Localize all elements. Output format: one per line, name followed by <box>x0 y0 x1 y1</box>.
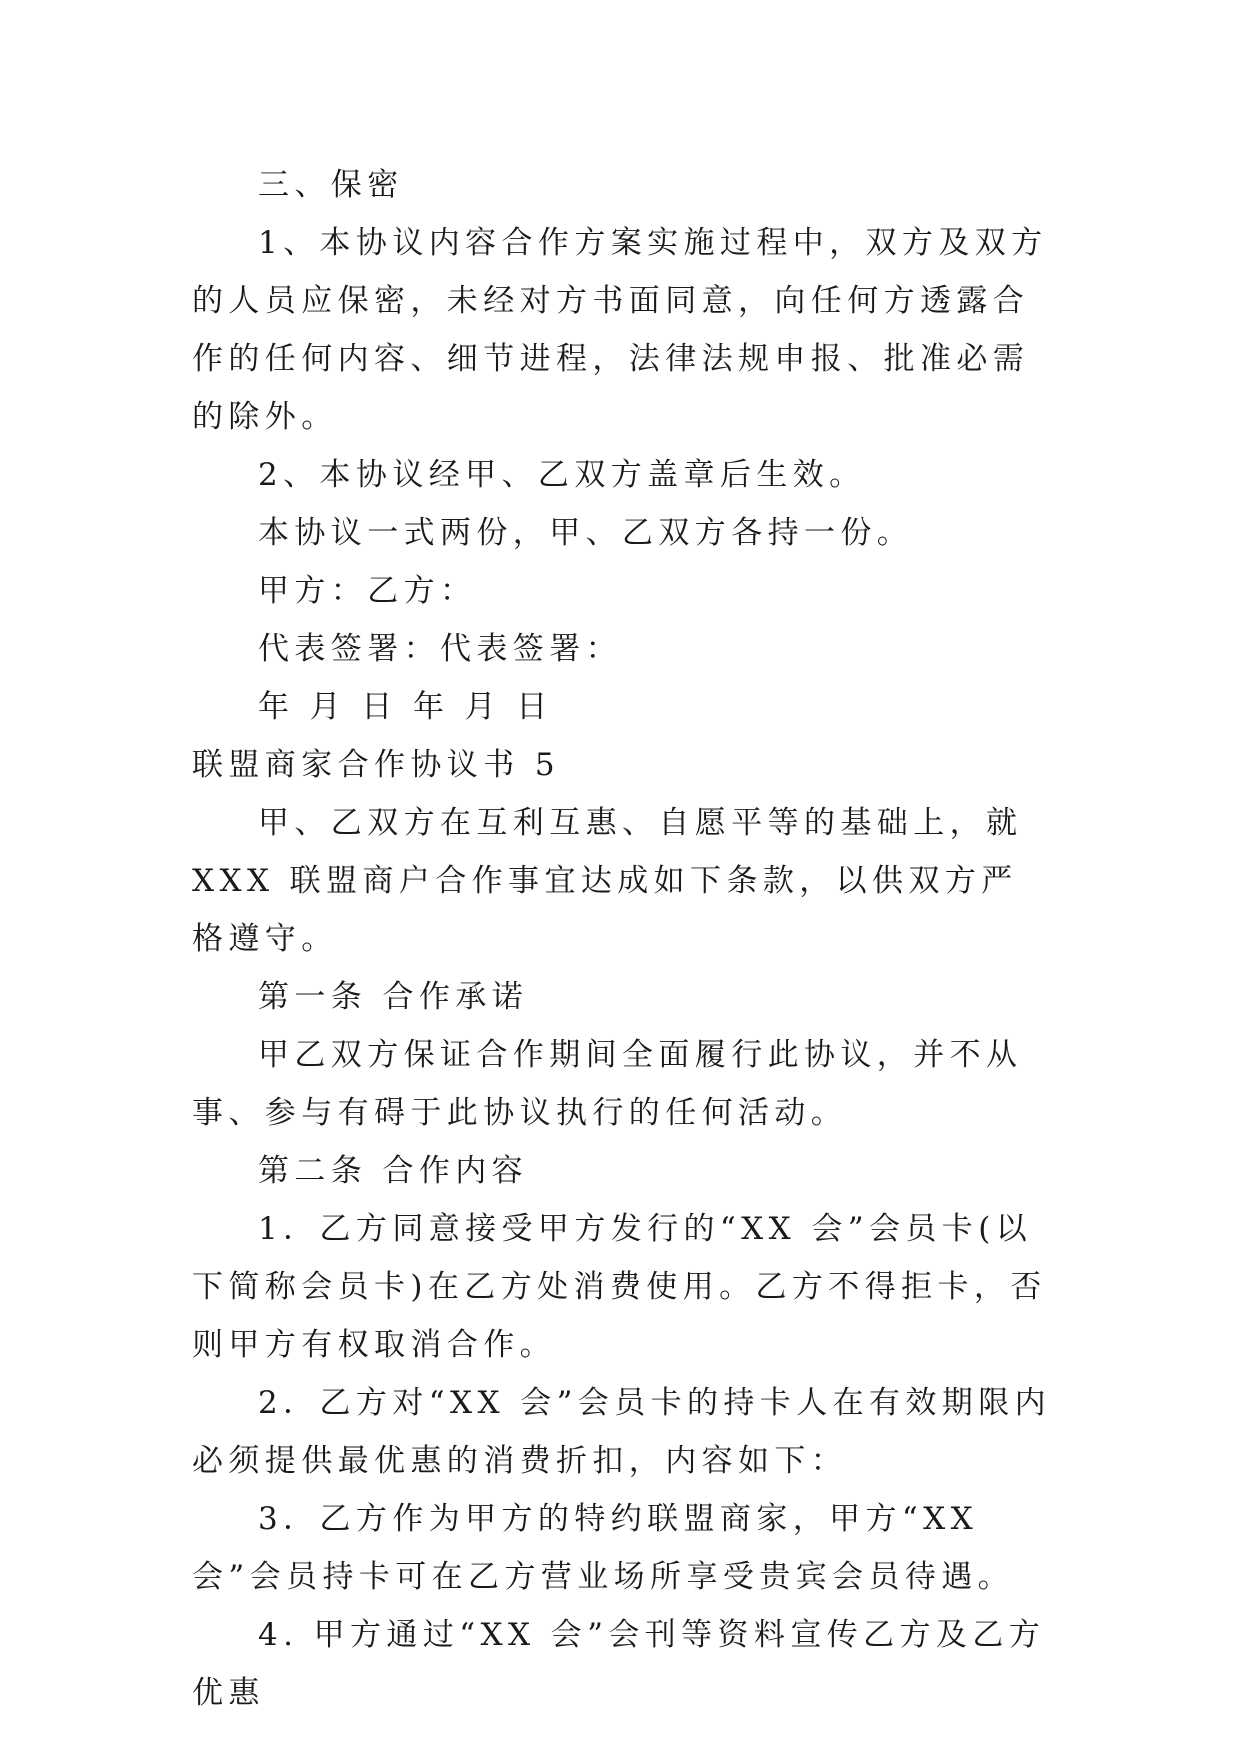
signature-date-line: 年 月 日 年 月 日 <box>258 689 553 725</box>
clause-paragraph: 1．乙方同意接受甲方发行的“XX 会”会员卡(以下简称会员卡)在乙方处消费使用。乙方不得拒卡，否则甲方有权取消合作。 <box>192 1211 1047 1363</box>
section-heading-confidentiality: 三、保密 <box>258 167 404 203</box>
signature-representative-line: 代表签署：代表签署： <box>258 631 622 667</box>
article-heading: 第一条 合作承诺 <box>258 979 529 1015</box>
clause-paragraph: 2．乙方对“XX 会”会员卡的持卡人在有效期限内必须提供最优惠的消费折扣，内容如下： <box>192 1385 1052 1479</box>
article-heading: 第二条 合作内容 <box>258 1153 529 1189</box>
clause-paragraph: 4. 甲方通过“XX 会”会刊等资料宣传乙方及乙方优惠 <box>192 1617 1046 1711</box>
document-body <box>192 156 1052 1722</box>
clause-paragraph: 本协议一式两份，甲、乙双方各持一份。 <box>258 515 914 551</box>
document-title: 联盟商家合作协议书 5 <box>192 747 560 783</box>
preamble-paragraph: 甲、乙双方在互利互惠、自愿平等的基础上，就 XXX 联盟商户合作事宜达成如下条款，以供双方严格遵守。 <box>192 805 1023 957</box>
clause-paragraph: 2、本协议经甲、乙双方盖章后生效。 <box>258 457 866 493</box>
clause-paragraph: 甲乙双方保证合作期间全面履行此协议，并不从事、参与有碍于此协议执行的任何活动。 <box>192 1037 1023 1131</box>
clause-paragraph: 3．乙方作为甲方的特约联盟商家，甲方“XX 会”会员持卡可在乙方营业场所享受贵宾会员待遇。 <box>192 1501 1015 1595</box>
clause-paragraph: 1、本协议内容合作方案实施过程中，双方及双方的人员应保密，未经对方书面同意，向任何方透露合作的任何内容、细节进程，法律法规申报、批准必需的除外。 <box>192 225 1048 435</box>
signature-parties-line: 甲方：乙方： <box>258 573 477 609</box>
